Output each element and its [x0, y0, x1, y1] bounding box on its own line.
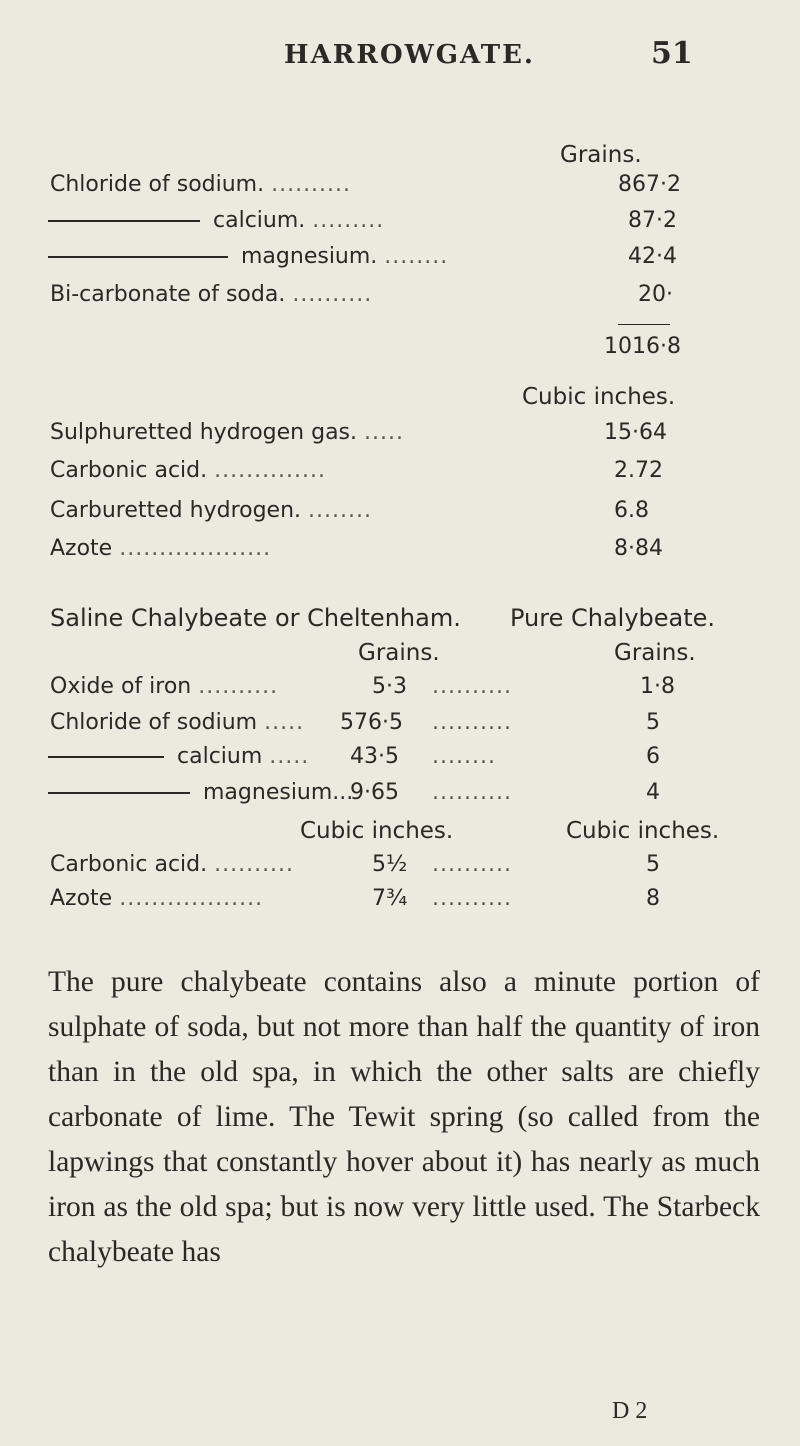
signature-mark: D 2: [612, 1398, 648, 1424]
table-row: [50, 282, 372, 307]
row-dots: .....: [264, 710, 305, 735]
row-name: magnesium.: [241, 244, 378, 269]
table-row: [50, 420, 404, 445]
table-row: [50, 172, 351, 197]
running-head-title: HARROWGATE.: [284, 40, 535, 70]
row-value-pure: 1·8: [640, 674, 675, 699]
row-value-saline: 7¾: [372, 886, 408, 911]
row-dots: ........: [384, 244, 449, 269]
row-name: Carbonic acid.: [50, 852, 208, 877]
row-dots: ..........: [292, 282, 373, 307]
total-value: 1016·8: [604, 334, 681, 359]
row-name: calcium.: [213, 208, 306, 233]
ditto-dash: [48, 756, 164, 758]
body-paragraph: [48, 960, 760, 1275]
row-dots: ..........: [432, 852, 512, 877]
grains-unit-label: Grains.: [560, 142, 642, 168]
row-value-pure: 5: [646, 852, 660, 877]
row-name: Carburetted hydrogen.: [50, 498, 302, 523]
row-value: 15·64: [604, 420, 667, 445]
row-name: Carbonic acid.: [50, 458, 208, 483]
row-name: calcium: [177, 744, 263, 769]
row-dots: ........: [308, 498, 372, 523]
ditto-dash: [48, 256, 228, 258]
row-name: Chloride of sodium.: [50, 172, 265, 197]
row-value-saline: 5½: [372, 852, 408, 877]
row-dots: ..........: [432, 674, 512, 699]
row-name: Sulphuretted hydrogen gas.: [50, 420, 358, 445]
row-dots: .........: [312, 208, 385, 233]
ditto-dash: [48, 220, 200, 222]
row-value-pure: 6: [646, 744, 660, 769]
cubic-inches-label-right: Cubic inches.: [566, 818, 720, 844]
saline-chalybeate-heading: Saline Chalybeate or Cheltenham.: [50, 604, 461, 632]
row-value: 42·4: [628, 244, 677, 269]
row-value: 20·: [638, 282, 673, 307]
row-dots: ..........: [271, 172, 352, 197]
table-row: [50, 886, 263, 911]
row-name: Chloride of sodium: [50, 710, 258, 735]
row-name: magnesium...: [203, 780, 354, 805]
row-dots: ..........: [432, 710, 512, 735]
row-dots: ..........: [214, 852, 295, 877]
row-dots: ..................: [119, 886, 264, 911]
pure-chalybeate-heading: Pure Chalybeate.: [510, 604, 716, 632]
row-value: 8·84: [614, 536, 663, 561]
row-value-saline: 576·5: [340, 710, 403, 735]
row-dots: ..........: [432, 886, 512, 911]
row-value: 2.72: [614, 458, 663, 483]
row-value: 87·2: [628, 208, 677, 233]
page-number: 51: [651, 36, 693, 71]
row-value-saline: 5·3: [372, 674, 407, 699]
row-dots: ........: [432, 744, 496, 769]
cubic-inches-unit-label: Cubic inches.: [522, 384, 676, 410]
grains-unit-label-right: Grains.: [614, 640, 696, 666]
row-dots: ..............: [214, 458, 327, 483]
paragraph-text: The pure chalybeate contains also a minute portion of sulphate of soda, but not more than half the quantity of iron than in the old spa, in which the other salts are chiefly carbonate of lime. The Tewit spring (so called from the lapwings that constantly hover about it) has nearly as much iron as the old spa; but is now very little used. The Starbeck chalybeate has: [48, 966, 760, 1268]
table-row: [50, 498, 372, 523]
row-dots: ..........: [198, 674, 279, 699]
table-row: [48, 780, 353, 805]
row-name: Bi-carbonate of soda.: [50, 282, 286, 307]
row-name: Azote: [50, 886, 113, 911]
row-value-saline: 9·65: [350, 780, 399, 805]
row-dots: ..........: [432, 780, 512, 805]
table-row: [50, 674, 278, 699]
row-value-pure: 5: [646, 710, 660, 735]
row-value-saline: 43·5: [350, 744, 399, 769]
table-row: [50, 536, 271, 561]
row-value: 6.8: [614, 498, 649, 523]
row-dots: .....: [364, 420, 404, 445]
table-row: [50, 710, 304, 735]
sum-rule: [618, 324, 670, 325]
table-row: [48, 244, 448, 269]
row-name: Oxide of iron: [50, 674, 192, 699]
table-row: [48, 744, 309, 769]
table-row: [50, 458, 326, 483]
cubic-inches-label-left: Cubic inches.: [300, 818, 454, 844]
table-row: [48, 208, 384, 233]
row-value-pure: 8: [646, 886, 660, 911]
row-value: 867·2: [618, 172, 681, 197]
row-name: Azote: [50, 536, 113, 561]
ditto-dash: [48, 792, 190, 794]
row-dots: .....: [269, 744, 310, 769]
grains-unit-label-left: Grains.: [358, 640, 440, 666]
row-value-pure: 4: [646, 780, 660, 805]
row-dots: ...................: [119, 536, 272, 561]
table-row: [50, 852, 294, 877]
